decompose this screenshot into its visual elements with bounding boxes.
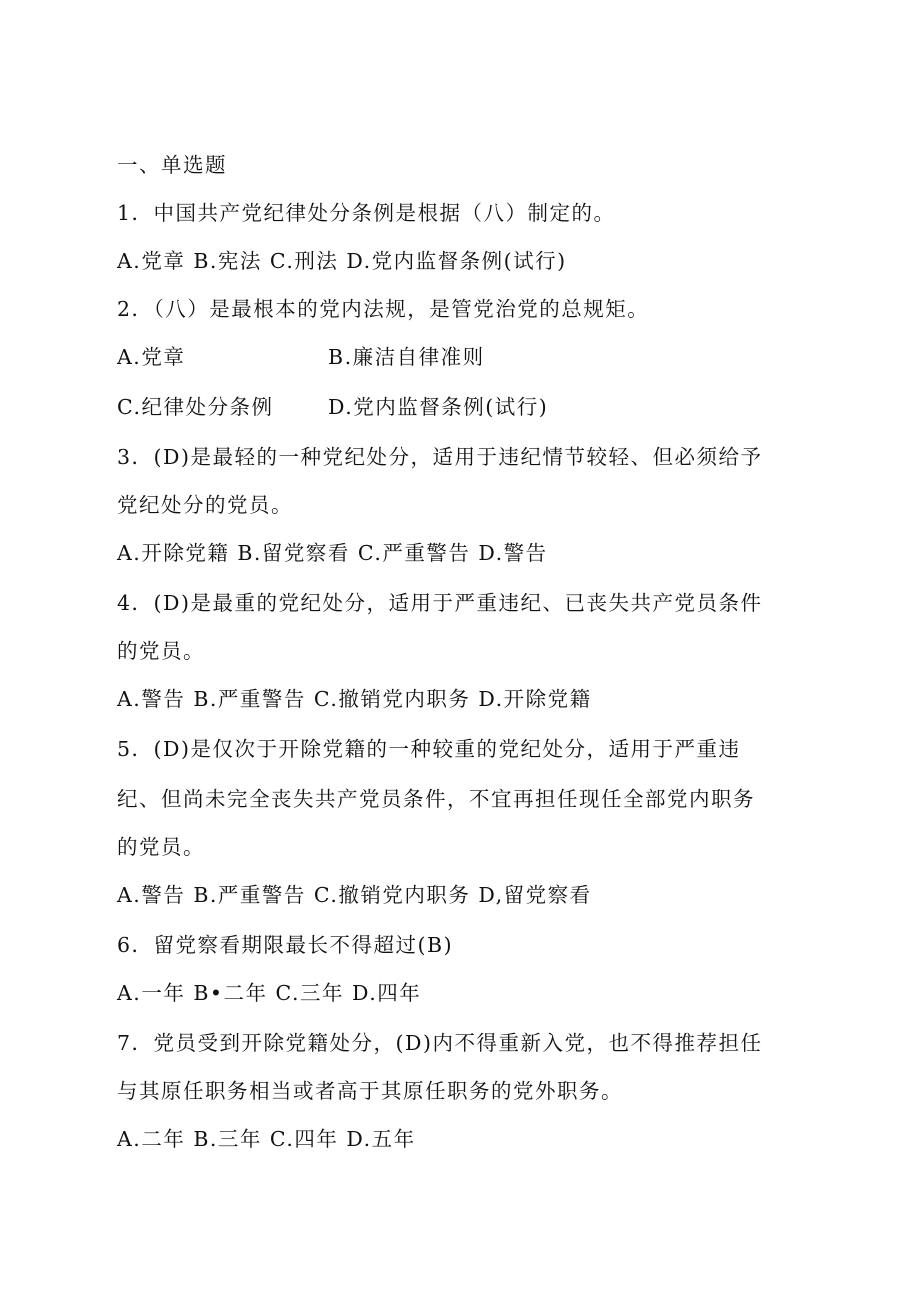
question-5-options: A.警告 B.严重警告 C.撤销党内职务 D,留党察看 <box>117 883 592 907</box>
question-3-stem-line-1: 3．(D)是最轻的一种党纪处分，适用于违纪情节较轻、但必须给予 <box>117 445 763 469</box>
question-6-options: A.一年 B•二年 C.三年 D.四年 <box>117 981 422 1005</box>
question-6-stem: 6．留党察看期限最长不得超过(B) <box>117 933 454 957</box>
question-3-stem-line-2: 党纪处分的党员。 <box>117 493 293 517</box>
question-4-stem-line-1: 4．(D)是最重的党纪处分，适用于严重违纪、已丧失共产党员条件 <box>117 591 763 615</box>
question-4-options: A.警告 B.严重警告 C.撤销党内职务 D.开除党籍 <box>117 687 592 711</box>
question-5-stem-line-2: 纪、但尚未完全丧失共产党员条件，不宜再担任现任全部党内职务 <box>117 787 755 811</box>
question-1-options: A.党章 B.宪法 C.刑法 D.党内监督条例(试行) <box>117 249 567 273</box>
question-2-option-d: D.党内监督条例(试行) <box>328 395 549 419</box>
question-4-stem-line-2: 的党员。 <box>117 639 205 663</box>
question-2-option-b: B.廉洁自律准则 <box>328 345 485 369</box>
question-1-stem: 1．中国共产党纪律处分条例是根据（八）制定的。 <box>117 201 616 225</box>
question-2-option-c: C.纪律处分条例 <box>117 395 274 419</box>
question-5-stem-line-3: 的党员。 <box>117 835 205 859</box>
question-7-stem-line-2: 与其原任职务相当或者高于其原任职务的党外职务。 <box>117 1079 623 1103</box>
question-7-stem-line-1: 7．党员受到开除党籍处分，(D)内不得重新入党，也不得推荐担任 <box>117 1031 763 1055</box>
question-7-options: A.二年 B.三年 C.四年 D.五年 <box>117 1127 416 1151</box>
question-2-option-a: A.党章 <box>117 345 186 369</box>
section-title: 一、单选题 <box>117 153 227 177</box>
question-2-stem: 2．（八）是最根本的党内法规，是管党治党的总规矩。 <box>117 297 650 321</box>
question-5-stem-line-1: 5．(D)是仅次于开除党籍的一种较重的党纪处分，适用于严重违 <box>117 737 741 761</box>
question-3-options: A.开除党籍 B.留党察看 C.严重警告 D.警告 <box>117 541 548 565</box>
